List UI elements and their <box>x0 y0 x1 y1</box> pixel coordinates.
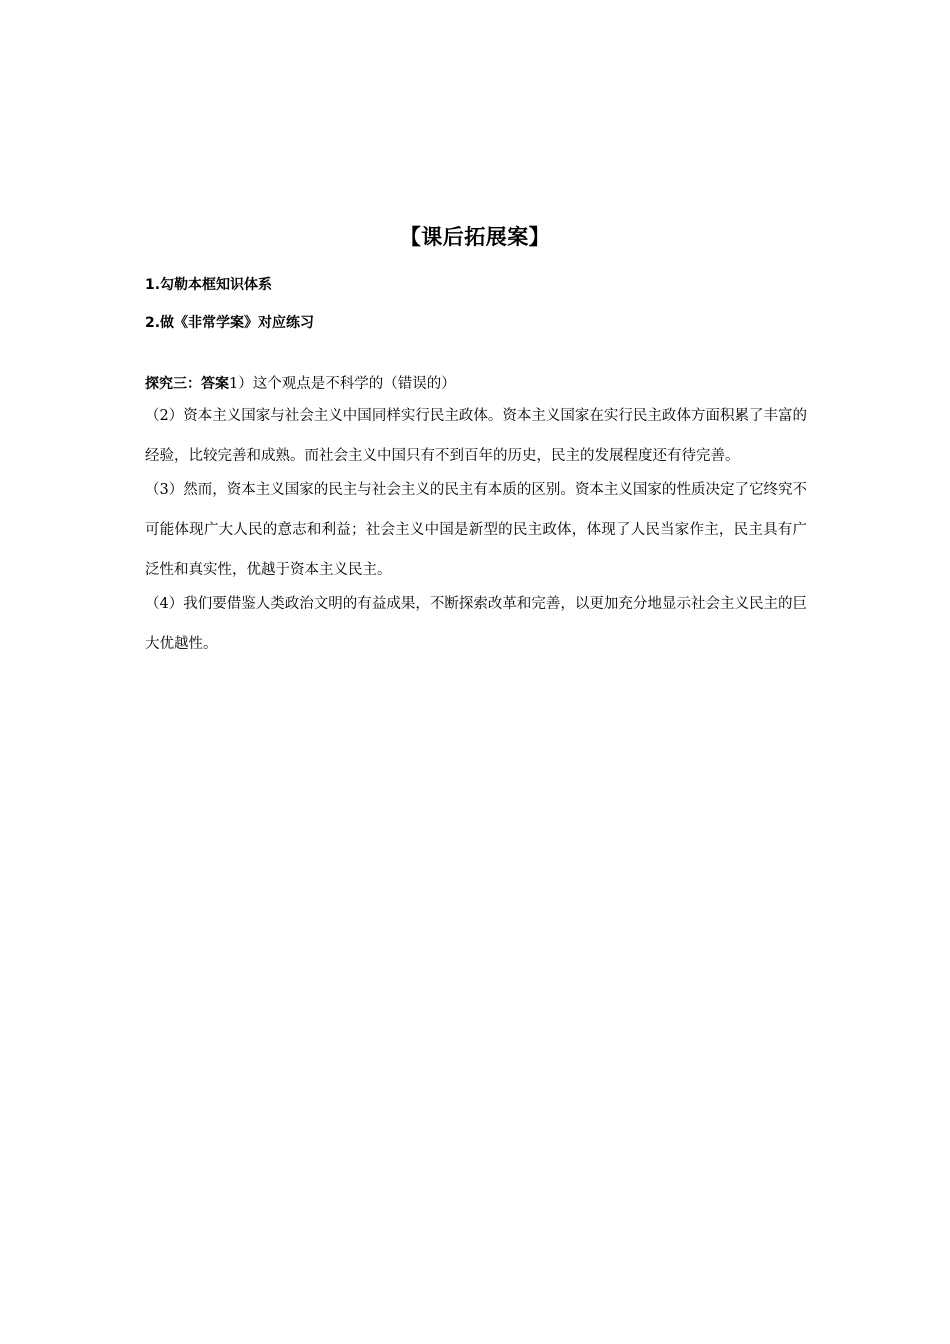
task-item-2: 2.做《非常学案》对应练习 <box>145 315 315 331</box>
task-item-1: 1.勾勒本框知识体系 <box>145 277 273 293</box>
answer-heading-line <box>145 374 807 394</box>
answer-label: 探究三：答案 <box>145 376 229 392</box>
page-title: 【课后拓展案】 <box>399 225 551 249</box>
answer-paragraph-2: （2）资本主义国家与社会主义中国同样实行民主政体。资本主义国家在实行民主政体方面积累了丰富的经验，比较完善和成熟。而社会主义中国只有不到百年的历史，民主的发展程度还有待完善。 <box>145 408 807 464</box>
answer-paragraph-4: （4）我们要借鉴人类政治文明的有益成果，不断探索改革和完善，以更加充分地显示社会主义民主的巨大优越性。 <box>145 596 807 652</box>
answer-section <box>145 374 807 664</box>
answer-paragraph-3: （3）然而，资本主义国家的民主与社会主义的民主有本质的区别。资本主义国家的性质决定了它终究不可能体现广大人民的意志和利益；社会主义中国是新型的民主政体，体现了人民当家作主，民主具有广泛性和真实性，优越于资本主义民主。 <box>145 482 807 578</box>
answer-first-text: 1）这个观点是不科学的（错误的） <box>229 376 456 392</box>
